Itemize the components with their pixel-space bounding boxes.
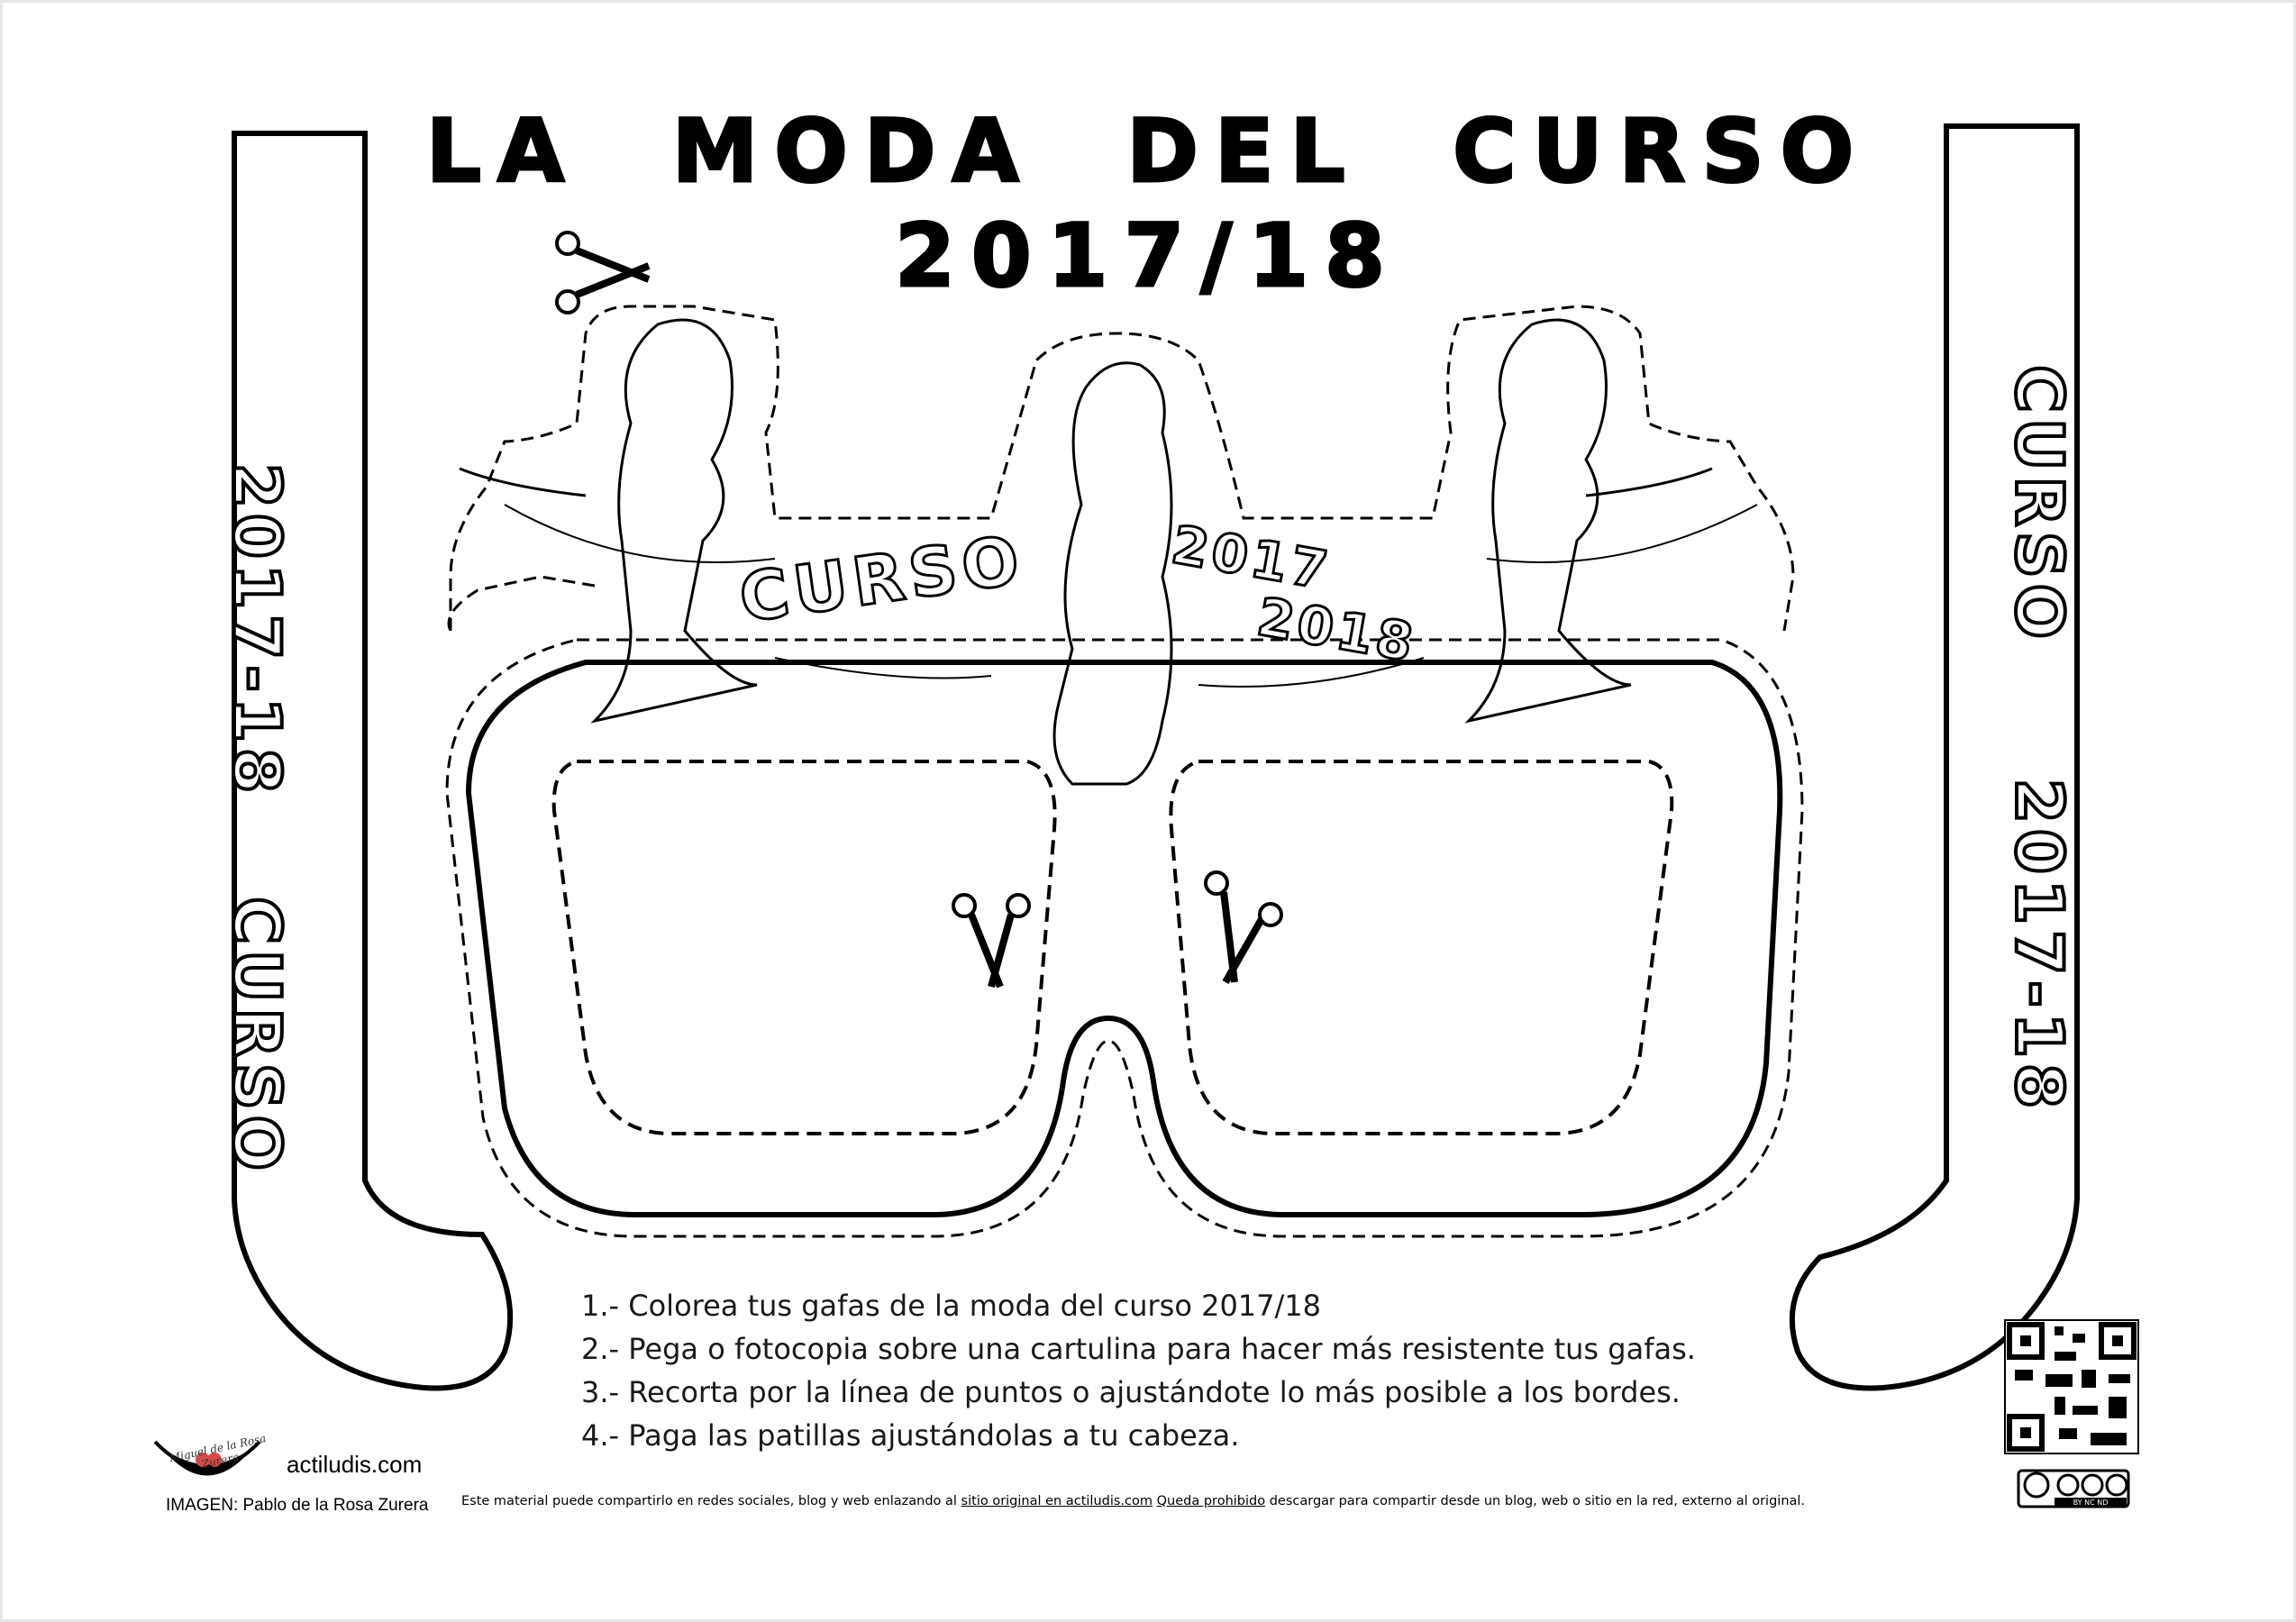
instructions-list [581, 1284, 1696, 1457]
logo-signature: Miguel de la Rosa Zurera [168, 1431, 268, 1472]
glasses-outer-frame [469, 662, 1780, 1215]
right-strap-curso-label: CURSO [2001, 365, 2077, 644]
instruction-item: 3.- Recorta por la línea de puntos o ajustándote lo más posible a los bordes. [581, 1375, 1681, 1409]
right-strap-outline [1792, 126, 2077, 1389]
prohibited-link[interactable]: Queda prohibido [1156, 1494, 1266, 1508]
instruction-item: 4.- Paga las patillas ajustándolas a tu cabeza. [581, 1418, 1240, 1453]
license-notice [461, 1494, 1805, 1508]
left-strap-year-label: 2017-18 [219, 462, 295, 799]
cc-badge-label [2055, 1498, 2127, 1507]
license-text-2: descargar para compartir desde un blog, web o sitio en la red, externo al original. [1265, 1494, 1806, 1508]
page-title: LA MODA DEL CURSO [425, 101, 1871, 202]
scissors-icon [953, 895, 1029, 987]
page-subtitle-year: 2017/18 [895, 205, 1401, 306]
glasses-cut-line [447, 640, 1802, 1236]
frame-curso-label: CURSO [734, 521, 1030, 638]
license-text-1: Este material puede compartirlo en redes sociales, blog y web enlazando al [461, 1494, 961, 1508]
right-strap-year-label: 2017-18 [2001, 778, 2077, 1115]
original-site-link[interactable]: sitio original en actiludis.com [961, 1494, 1153, 1508]
frame-year-2018: 2018 [1253, 586, 1421, 674]
image-credit: IMAGEN: Pablo de la Rosa Zurera [166, 1496, 429, 1515]
qr-code-icon [2005, 1320, 2138, 1453]
instruction-item: 1.- Colorea tus gafas de la moda del curso 2017/18 [581, 1289, 1322, 1323]
figure-left-arms [460, 469, 1712, 496]
scissors-icon [1206, 872, 1281, 982]
instruction-item: 2.- Pega o fotocopia sobre una cartulina para hacer más resistente tus gafas. [581, 1332, 1696, 1366]
left-strap-curso-label: CURSO [219, 897, 295, 1176]
figure-center [1054, 363, 1171, 784]
brand-link[interactable]: actiludis.com [287, 1451, 423, 1478]
cc-badge-text: BY NC ND [2073, 1499, 2109, 1507]
left-lens [554, 761, 1055, 1134]
frame-year-2017: 2017 [1167, 514, 1335, 602]
